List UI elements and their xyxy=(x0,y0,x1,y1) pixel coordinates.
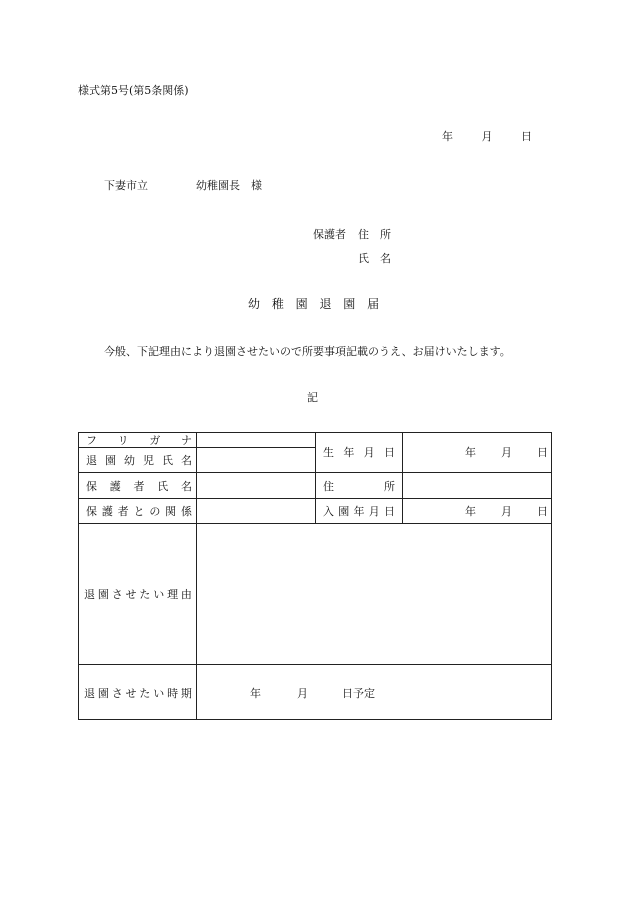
birth-date-char: 月 xyxy=(363,446,375,459)
timing-char: 時 xyxy=(167,686,179,700)
timing-day-label: 日予定 xyxy=(342,686,375,700)
admission-day-label: 日 xyxy=(537,505,548,518)
child-name-label xyxy=(86,448,192,472)
guardian-name-char: 護 xyxy=(109,479,121,493)
timing-value[interactable] xyxy=(250,665,450,720)
relation-label xyxy=(86,499,192,523)
guardian-name-label: 氏 名 xyxy=(358,252,391,265)
body-text: 今般、下記理由により退園させたいので所要事項記載のうえ、お届けいたします。 xyxy=(104,345,511,358)
furigana-char: リ xyxy=(117,433,129,447)
addressee-director: 幼稚園長 様 xyxy=(196,179,262,192)
admission-char: 入 xyxy=(323,505,334,518)
guardian-name-char: 者 xyxy=(133,479,145,493)
timing-char: い xyxy=(153,686,165,700)
birth-day-label: 日 xyxy=(537,446,548,459)
reason-label xyxy=(84,524,192,664)
admission-year-label: 年 xyxy=(465,505,476,518)
date-month-label: 月 xyxy=(481,130,493,143)
relation-char: 護 xyxy=(101,505,113,518)
document-title: 幼 稚 園 退 園 届 xyxy=(248,297,380,311)
table-vline xyxy=(402,432,403,523)
admission-month-label: 月 xyxy=(501,505,512,518)
birth-date-char: 年 xyxy=(343,446,355,459)
date-day-label: 日 xyxy=(521,130,532,143)
guardian-name-char: 保 xyxy=(86,479,97,493)
reason-char: 退 xyxy=(84,588,95,601)
table-vline xyxy=(315,432,316,523)
child-name-char: 氏 xyxy=(162,454,173,467)
date-year-label: 年 xyxy=(442,130,453,143)
guardian-name-char: 名 xyxy=(181,479,192,493)
reason-char: い xyxy=(153,588,165,601)
birth-date-char: 生 xyxy=(323,446,334,459)
timing-label xyxy=(84,665,192,720)
furigana-char: フ xyxy=(86,433,97,447)
admission-char: 月 xyxy=(368,505,380,518)
child-name-char: 幼 xyxy=(124,454,135,467)
admission-char: 園 xyxy=(338,505,350,518)
furigana-label xyxy=(86,432,192,447)
reason-char: さ xyxy=(111,588,123,601)
furigana-char: ナ xyxy=(180,433,192,447)
reason-char: た xyxy=(139,588,151,601)
timing-month-label: 月 xyxy=(297,686,308,700)
form-number: 様式第5号(第5条関係) xyxy=(78,84,189,97)
relation-char: の xyxy=(149,505,161,518)
addressee-city: 下妻市立 xyxy=(104,179,148,192)
admission-date-label xyxy=(323,499,395,523)
timing-char: 園 xyxy=(97,686,109,700)
birth-date-char: 日 xyxy=(383,446,395,459)
child-name-char: 名 xyxy=(181,454,192,467)
birth-date-label xyxy=(323,432,395,472)
timing-char: た xyxy=(139,686,151,700)
timing-year-label: 年 xyxy=(250,686,261,700)
admission-char: 日 xyxy=(384,505,395,518)
child-name-char: 児 xyxy=(143,454,154,467)
relation-char: 者 xyxy=(117,505,129,518)
timing-char: 退 xyxy=(84,686,95,700)
birth-year-label: 年 xyxy=(465,446,476,459)
child-name-char: 退 xyxy=(86,454,97,467)
reason-char: せ xyxy=(125,588,137,601)
relation-char: 係 xyxy=(180,505,192,518)
address-char: 所 xyxy=(384,479,395,493)
reason-char: 由 xyxy=(180,588,192,601)
reason-field[interactable] xyxy=(197,524,551,664)
admission-date-value[interactable] xyxy=(465,499,552,523)
guardian-label: 保護者 xyxy=(313,228,346,241)
timing-char: せ xyxy=(125,686,137,700)
address-char: 住 xyxy=(323,479,334,493)
child-name-char: 園 xyxy=(105,454,116,467)
relation-char: と xyxy=(133,505,145,518)
birth-date-value[interactable] xyxy=(465,432,552,472)
guardian-name-label xyxy=(86,473,192,498)
address-label xyxy=(323,473,395,498)
relation-char: 保 xyxy=(86,505,97,518)
birth-month-label: 月 xyxy=(501,446,512,459)
admission-char: 年 xyxy=(353,505,365,518)
guardian-address-label: 住 所 xyxy=(358,228,391,241)
furigana-char: ガ xyxy=(149,433,161,447)
reason-char: 園 xyxy=(97,588,109,601)
relation-char: 関 xyxy=(165,505,177,518)
timing-char: 期 xyxy=(180,686,192,700)
guardian-name-char: 氏 xyxy=(157,479,169,493)
reason-char: 理 xyxy=(167,588,179,601)
timing-char: さ xyxy=(111,686,123,700)
ki-mark: 記 xyxy=(307,391,318,404)
